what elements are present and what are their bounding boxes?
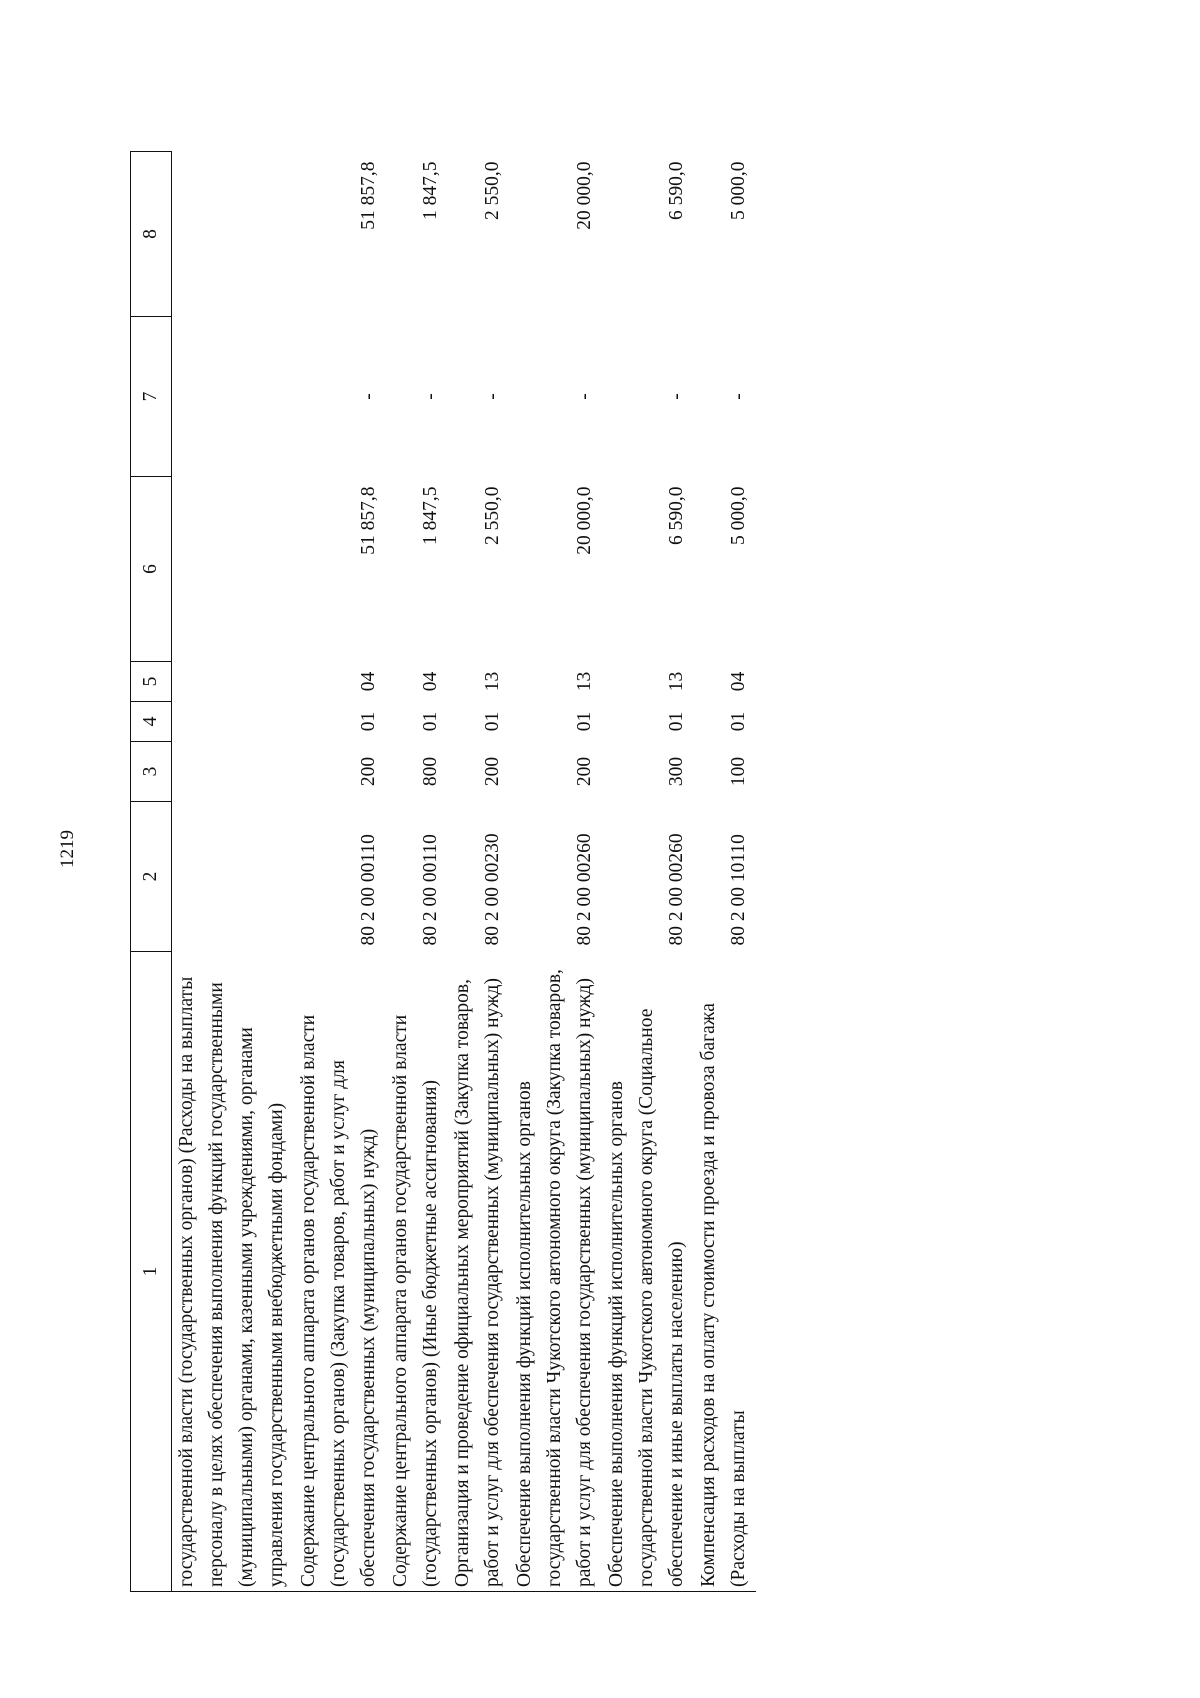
row-amount-col8 <box>172 152 295 317</box>
row-amount-col6: 1 847,5 <box>420 486 441 545</box>
row-subsection: 13 <box>482 671 503 692</box>
row-section: 01 <box>666 711 687 732</box>
page-number: 1219 <box>57 830 78 868</box>
row-section: 01 <box>420 711 441 732</box>
row-amount-col7: - <box>358 393 379 400</box>
budget-table <box>130 151 756 1592</box>
row-description: Обеспечение выполнения функций исполнительных органов государственной власти Чукотского автономного округа (Закупка товаров, работ и услуг для обеспечения государственных (муниципальных) нужд) <box>514 969 595 1587</box>
row-expense-type <box>172 742 295 802</box>
row-description: Содержание центрального аппарата органов государственной власти (государственных органов) (Закупка товаров, работ и услуг для обеспечения государственных (муниципальных) нужд) <box>298 1014 379 1587</box>
row-subsection: 04 <box>420 671 441 692</box>
row-code: 80 2 00 00110 <box>420 834 441 946</box>
row-amount-col7: - <box>482 393 503 400</box>
row-expense-type: 200 <box>482 756 503 787</box>
row-code: 80 2 00 00110 <box>358 834 379 946</box>
row-amount-col8: 20 000,0 <box>574 161 595 230</box>
row-amount-col6: 2 550,0 <box>482 486 503 545</box>
table-row <box>510 152 602 1592</box>
row-subsection: 13 <box>574 671 595 692</box>
row-code: 80 2 00 00230 <box>482 833 503 946</box>
row-section <box>172 702 295 742</box>
row-section: 01 <box>574 711 595 732</box>
row-code: 80 2 00 00260 <box>574 833 595 946</box>
row-amount-col7: - <box>666 393 687 400</box>
table-header <box>131 152 172 1592</box>
table-row <box>386 152 448 1592</box>
row-subsection: 04 <box>358 671 379 692</box>
row-amount-col8: 2 550,0 <box>482 161 503 220</box>
row-code <box>172 802 295 952</box>
row-expense-type: 200 <box>574 756 595 787</box>
column-header-4: 4 <box>131 702 172 742</box>
row-description: Организация и проведение официальных мероприятий (Закупка товаров, работ и услуг для обеспечения государственных (муниципальных) нужд) <box>452 978 503 1587</box>
row-section: 01 <box>728 711 749 732</box>
rotated-page <box>0 148 1200 1698</box>
column-header-5: 5 <box>131 662 172 702</box>
row-code: 80 2 00 10110 <box>728 834 749 946</box>
row-description: Компенсация расходов на оплату стоимости проезда и провоза багажа (Расходы на выплаты <box>698 1003 749 1587</box>
column-header-3: 3 <box>131 742 172 802</box>
column-header-2: 2 <box>131 802 172 952</box>
table-row <box>448 152 510 1592</box>
row-amount-col8: 6 590,0 <box>666 161 687 220</box>
column-header-8: 8 <box>131 152 172 317</box>
row-section: 01 <box>482 711 503 732</box>
row-description: государственной власти (государственных органов) (Расходы на выплаты персоналу в целях обеспечения выполнения функций государственными (муниципальными) органами, казенными учреждениями, органами управления государственными внебюджетными фондами) <box>176 976 287 1587</box>
row-description: Содержание центрального аппарата органов государственной власти (государственных органов) (Иные бюджетные ассигнования) <box>390 1014 441 1587</box>
row-amount-col6: 51 857,8 <box>358 486 379 555</box>
row-amount-col7: - <box>574 393 595 400</box>
row-amount-col6: 6 590,0 <box>666 486 687 545</box>
column-header-7: 7 <box>131 317 172 477</box>
column-header-6: 6 <box>131 477 172 662</box>
row-amount-col8: 51 857,8 <box>358 161 379 230</box>
row-amount-col7 <box>172 317 295 477</box>
row-expense-type: 100 <box>728 756 749 787</box>
row-subsection: 13 <box>666 671 687 692</box>
row-code: 80 2 00 00260 <box>666 833 687 946</box>
row-amount-col6: 20 000,0 <box>574 486 595 555</box>
row-amount-col6: 5 000,0 <box>728 486 749 545</box>
row-subsection <box>172 662 295 702</box>
row-description: Обеспечение выполнения функций исполнительных органов государственной власти Чукотского автономного округа (Социальное обеспечение и иные выплаты населению) <box>606 1008 687 1587</box>
row-subsection: 04 <box>728 671 749 692</box>
row-amount-col6 <box>172 477 295 662</box>
row-amount-col8: 5 000,0 <box>728 161 749 220</box>
row-amount-col7: - <box>420 393 441 400</box>
row-expense-type: 800 <box>420 756 441 787</box>
row-expense-type: 300 <box>666 756 687 787</box>
table-row <box>694 152 756 1592</box>
row-amount-col7: - <box>728 393 749 400</box>
row-expense-type: 200 <box>358 756 379 787</box>
table-row <box>172 152 295 1592</box>
row-amount-col8: 1 847,5 <box>420 161 441 220</box>
column-header-1: 1 <box>131 952 172 1592</box>
row-section: 01 <box>358 711 379 732</box>
table-body <box>172 152 757 1592</box>
table-row <box>602 152 694 1592</box>
table-row <box>294 152 386 1592</box>
